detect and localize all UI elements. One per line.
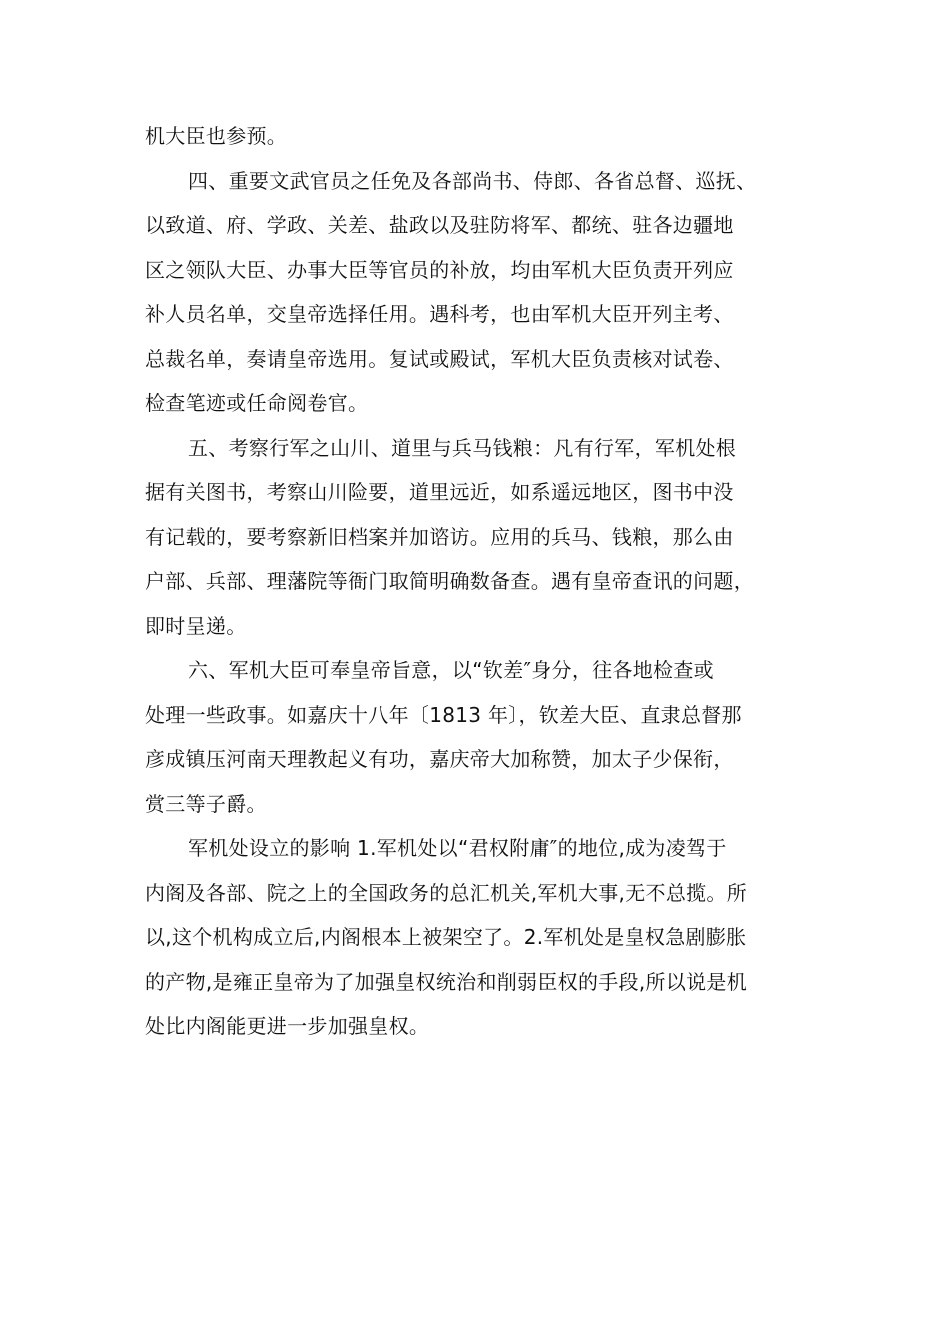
text-line: 彦成镇压河南天理教起义有功，嘉庆帝大加称赞，加太子少保衔，	[145, 747, 734, 771]
text-line: 五、考察行军之山川、道里与兵马钱粮：凡有行军，军机处根	[188, 435, 737, 460]
text-line: 有记载的，要考察新旧档案并加谘访。应用的兵马、钱粮，那么由	[145, 524, 734, 549]
text-line: 即时呈递。	[145, 613, 247, 638]
text-line: 处比内阁能更进一步加强皇权。	[145, 1014, 430, 1038]
text-line: 户部、兵部、理藩院等衙门取简明确数备查。遇有皇帝查讯的问题，	[145, 569, 754, 593]
text-line: 据有关图书，考察山川险要，道里远近，如系遥远地区，图书中没	[145, 480, 734, 504]
text-line: 总裁名单，奏请皇帝选用。复试或殿试，军机大臣负责核对试卷、	[145, 346, 734, 371]
text-line: 赏三等子爵。	[145, 791, 267, 816]
text-line: 六、军机大臣可奉皇帝旨意，以“钦差″身分，往各地检查或	[188, 658, 714, 682]
text-line: 检查笔迹或任命阅卷官。	[145, 391, 369, 415]
text-line: 补人员名单，交皇帝选择任用。遇科考，也由军机大臣开列主考、	[145, 302, 734, 326]
text-line: 以致道、府、学政、关差、盐政以及驻防将军、都统、驻各边疆地	[145, 213, 734, 237]
text-line: 的产物,是雍正皇帝为了加强皇权统治和削弱臣权的手段,所以说是机	[145, 969, 748, 994]
text-line: 区之领队大臣、办事大臣等官员的补放，均由军机大臣负责开列应	[145, 257, 734, 282]
text-line: 机大臣也参预。	[145, 124, 288, 148]
text-line: 处理一些政事。如嘉庆十八年〔1813 年〕，钦差大臣、直隶总督那	[145, 702, 742, 727]
text-line: 以,这个机构成立后,内阁根本上被架空了。2.军机处是皇权急剧膨胀	[145, 925, 747, 949]
text-line: 内阁及各部、院之上的全国政务的总汇机关,军机大事,无不总揽。所	[145, 880, 748, 905]
text-line: 军机处设立的影响 1.军机处以“君权附庸″的地位,成为凌驾于	[188, 836, 727, 860]
text-line: 四、重要文武官员之任免及各部尚书、侍郎、各省总督、巡抚、	[188, 168, 757, 193]
document-body	[145, 114, 835, 1049]
